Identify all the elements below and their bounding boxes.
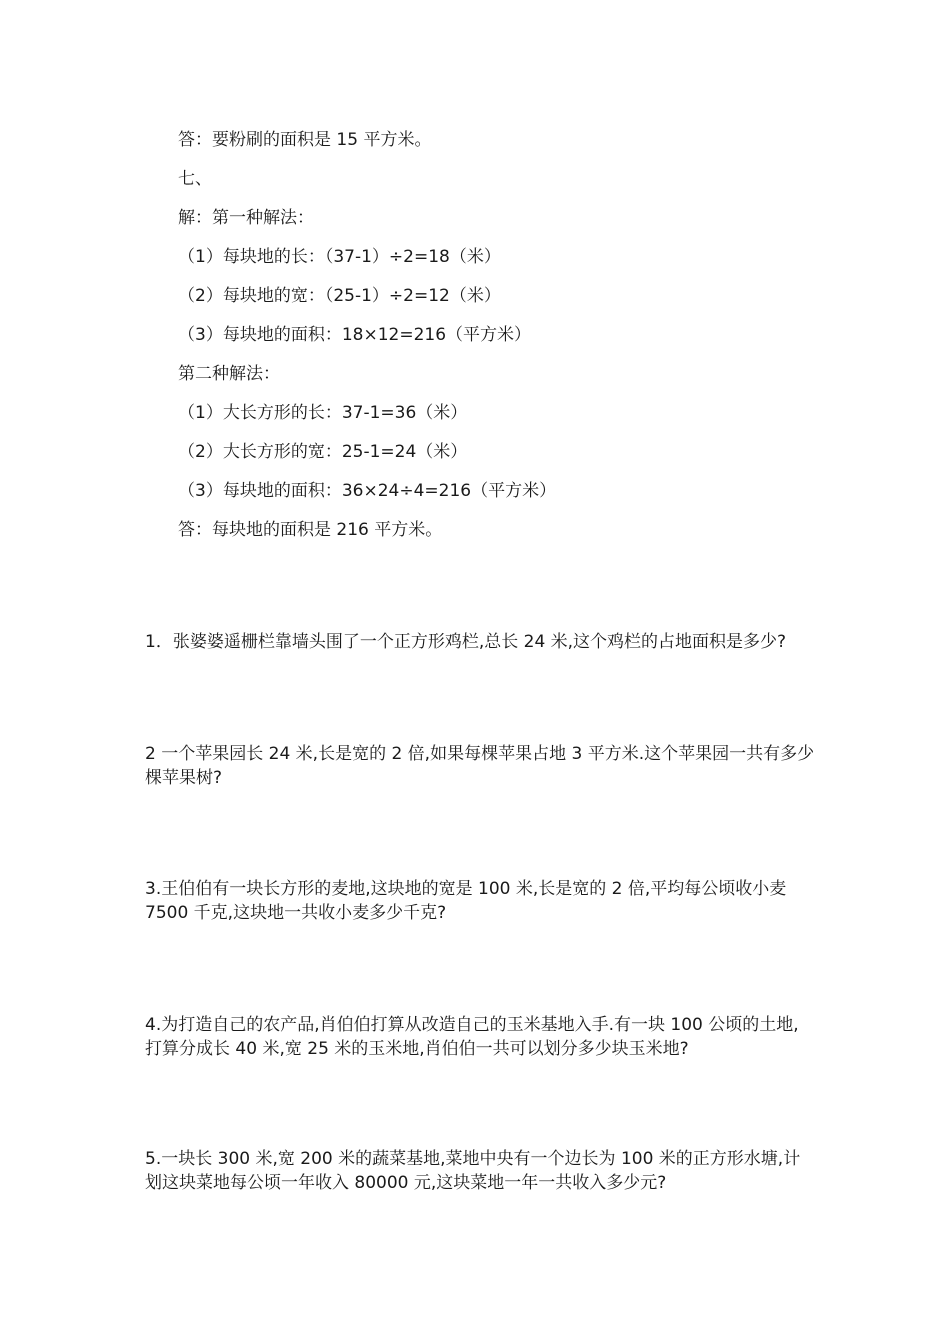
previous-answer: 答：要粉刷的面积是 15 平方米。 (178, 130, 432, 150)
method1-step2: （2）每块地的宽：（25-1）÷2=12（米） (178, 286, 501, 306)
final-answer: 答：每块地的面积是 216 平方米。 (178, 520, 443, 540)
method1-step1: （1）每块地的长：（37-1）÷2=18（米） (178, 247, 501, 267)
problem-2: 2 一个苹果园长 24 米,长是宽的 2 倍,如果每棵苹果占地 3 平方米.这个苹果园一共有多少棵苹果树? (145, 744, 815, 788)
method1-step3: （3）每块地的面积：18×12=216（平方米） (178, 325, 532, 345)
method2-title: 第二种解法： (178, 364, 280, 384)
problem-4: 4.为打造自己的农产品,肖伯伯打算从改造自己的玉米基地入手.有一块 100 公顷的土地,打算分成长 40 米,宽 25 米的玉米地,肖伯伯一共可以划分多少块玉米地? (145, 1015, 799, 1059)
solve-intro: 解：第一种解法： (178, 208, 314, 228)
section-label: 七、 (178, 169, 212, 189)
problem-3: 3.王伯伯有一块长方形的麦地,这块地的宽是 100 米,长是宽的 2 倍,平均每公顷收小麦 7500 千克,这块地一共收小麦多少千克? (145, 879, 787, 923)
problem-1: 1．张婆婆遥栅栏靠墙头围了一个正方形鸡栏,总长 24 米,这个鸡栏的占地面积是多少? (145, 632, 787, 652)
method2-step1: （1）大长方形的长：37-1=36（米） (178, 403, 468, 423)
method2-step3: （3）每块地的面积：36×24÷4=216（平方米） (178, 481, 557, 501)
method2-step2: （2）大长方形的宽：25-1=24（米） (178, 442, 468, 462)
problem-5: 5.一块长 300 米,宽 200 米的蔬菜基地,菜地中央有一个边长为 100 米的正方形水塘,计划这块菜地每公顷一年收入 80000 元,这块菜地一年一共收入多少元? (145, 1149, 801, 1193)
